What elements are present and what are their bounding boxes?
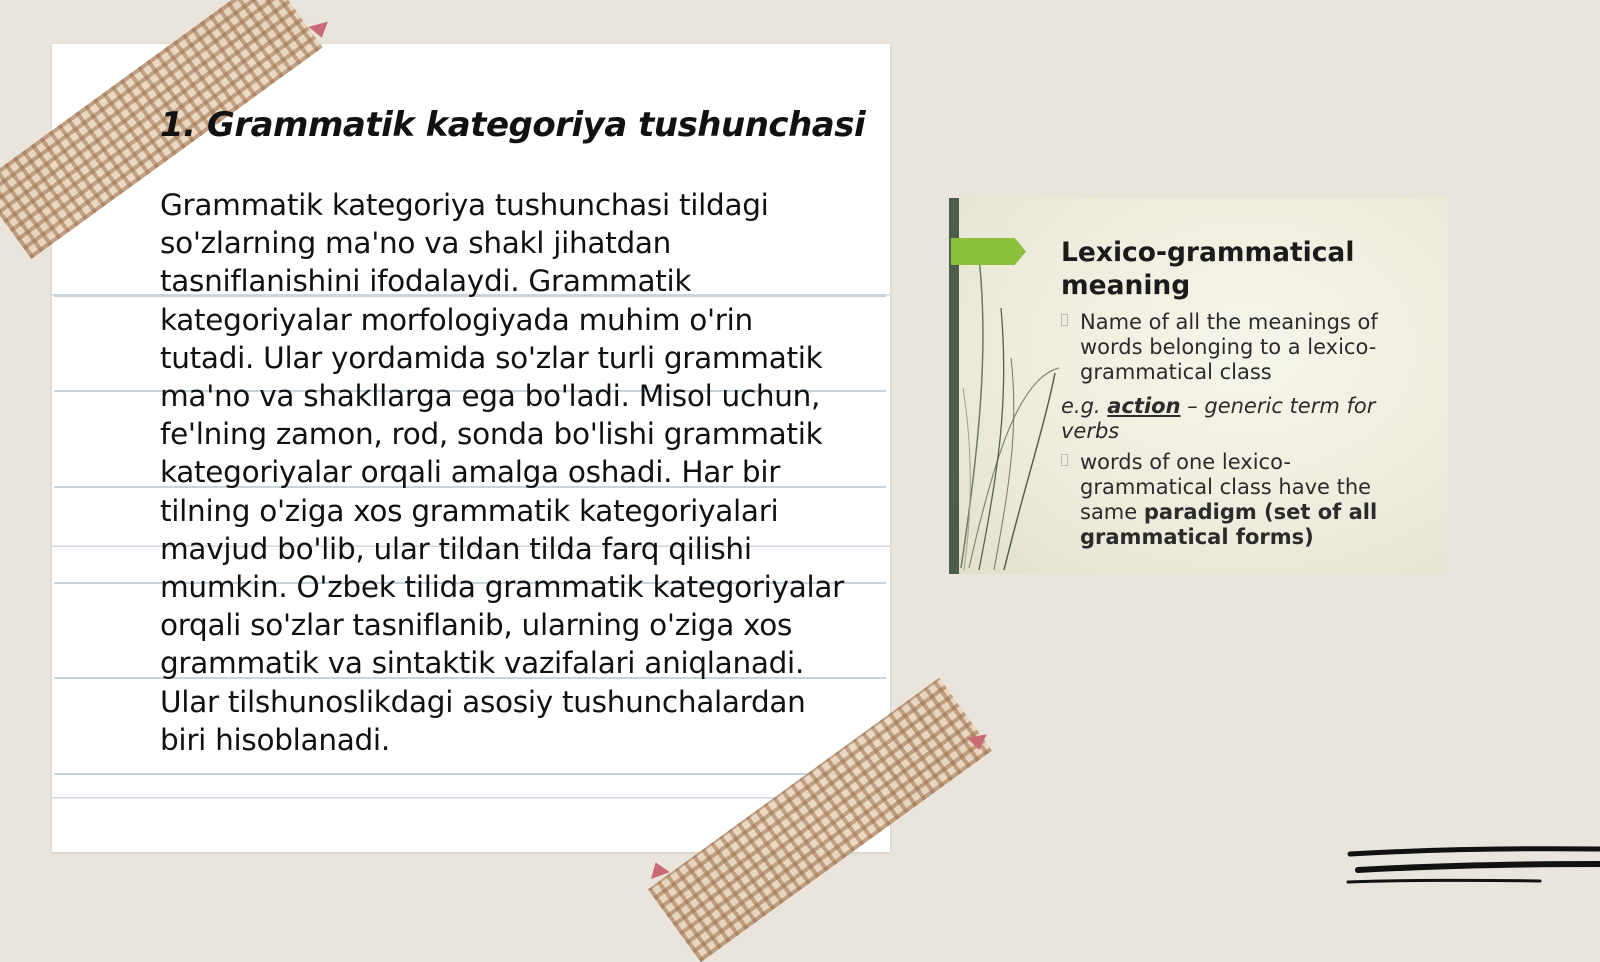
body-paragraph: Grammatik kategoriya tushunchasi tildagi so'zlarning ma'no va shakl jihatdan tasniflanishini ifodalaydi. Grammatik kategoriyalar morfologiyada muhim o'rin tutadi. Ular yordamida so'zlar turli grammatik ma'no va shakllarga ega bo'ladi. Misol uchun, fe'lning zamon, rod, sonda bo'lishi grammatik kategoriyalar orqali amalga oshadi. Har bir tilning o'ziga xos grammatik kategoriyalari mavjud bo'lib, ular tildan tilda farq qilishi mumkin. O'zbek tilida grammatik kategoriyalar orqali so'zlar tasniflanib, ularning o'ziga xos grammatik va sintaktik vazifalari aniqlanadi. Ular tilshunoslikdagi asosiy tushunchalardan biri hisoblanadi. [160, 188, 844, 757]
bullet-icon [1061, 454, 1068, 466]
slide-bullet [1061, 450, 1421, 550]
example-prefix: e.g. [1061, 394, 1108, 418]
slide-bullet [1061, 310, 1421, 385]
paper-rule-line [54, 773, 886, 775]
example-suffix: – generic term for verbs [1061, 394, 1376, 443]
slide-bullet-text: Name of all the meanings of words belonging to a lexico-grammatical class [1080, 310, 1378, 384]
slide-bullet-text: words of one lexico-grammatical class have the same [1080, 450, 1372, 524]
example-keyword: action [1107, 394, 1181, 418]
slide-arrow-icon [951, 238, 1026, 265]
slide-example [1061, 394, 1421, 444]
pin-top [309, 22, 332, 41]
slide-thumbnail [949, 198, 1448, 574]
page-title: 1. Grammatik kategoriya tushunchasi [160, 105, 866, 145]
brush-stroke-decoration [1340, 842, 1600, 892]
bullet-icon [1061, 314, 1068, 326]
slide-bullet-bold: paradigm (set of all grammatical forms) [1080, 500, 1378, 549]
slide-title: Lexico-grammatical meaning [1061, 237, 1355, 301]
